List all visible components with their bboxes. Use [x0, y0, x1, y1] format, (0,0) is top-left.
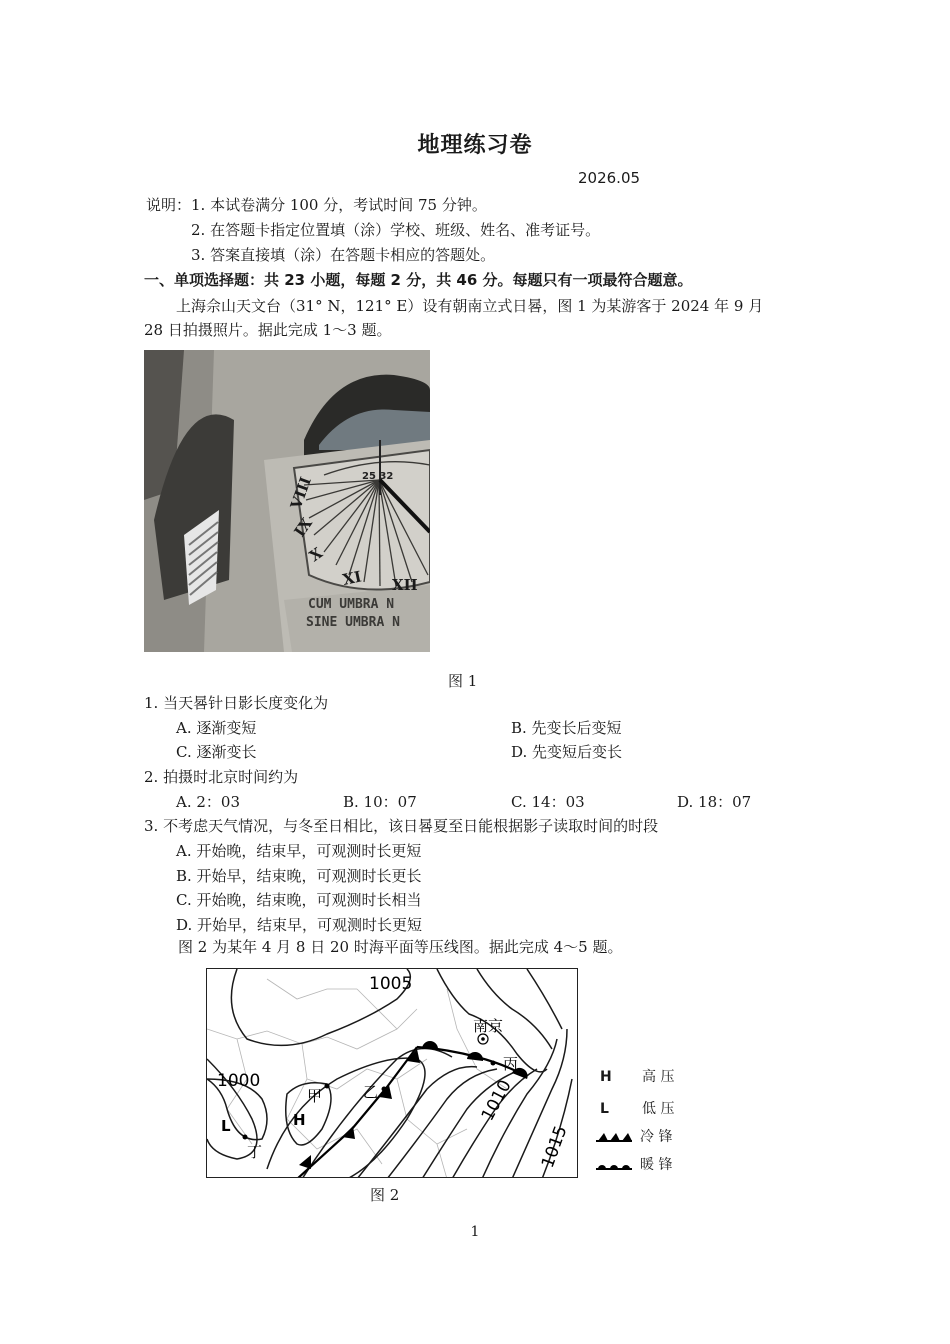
passage1-line2: 28 日拍摄照片。据此完成 1～3 题。	[144, 321, 392, 339]
q2-option-b: B. 10：07	[343, 793, 417, 811]
passage2: 图 2 为某年 4 月 8 日 20 时海平面等压线图。据此完成 4～5 题。	[178, 938, 623, 956]
warm-front-icon	[596, 1158, 634, 1172]
numeral-8: VIII	[286, 474, 315, 512]
legend-low-symbol: L	[600, 1101, 609, 1117]
section-heading: 一、单项选择题：共 23 小题，每题 2 分，共 46 分。每题只有一项最符合题意。	[144, 271, 693, 289]
numeral-9: IX	[290, 514, 316, 541]
q3-stem: 3. 不考虑天气情况，与冬至日相比，该日晷夏至日能根据影子读取时间的时段	[144, 817, 659, 835]
numeral-12: XII	[392, 576, 418, 594]
q3-option-d: D. 开始早，结束早，可观测时长更短	[176, 916, 423, 934]
legend-high-label: 高 压	[642, 1069, 675, 1085]
cold-front-icon	[596, 1130, 634, 1144]
motto-line1: CUM UMBRA N	[308, 597, 395, 612]
legend-warm-front-label: 暖 锋	[640, 1157, 673, 1173]
page-number: 1	[470, 1224, 480, 1240]
page-title: 地理练习卷	[417, 133, 533, 158]
numeral-10: X	[305, 543, 326, 566]
dial-marks: 25 32	[362, 471, 394, 482]
instruction-item-1: 1. 本试卷满分 100 分，考试时间 75 分钟。	[191, 196, 487, 214]
q2-option-c: C. 14：03	[511, 793, 585, 811]
legend-high-symbol: H	[600, 1069, 612, 1085]
isobar-1000: 1000	[217, 1071, 261, 1091]
isobar-1005: 1005	[369, 974, 413, 994]
q1-option-c: C. 逐渐变长	[176, 743, 257, 761]
q3-option-b: B. 开始早，结束晚，可观测时长更长	[176, 867, 422, 885]
instruction-item-2: 2. 在答题卡指定位置填（涂）学校、班级、姓名、准考证号。	[191, 221, 601, 239]
passage1-line1: 上海佘山天文台（31° N，121° E）设有朝南立式日晷，图 1 为某游客于 2024 年 9 月	[176, 297, 764, 315]
legend-high	[600, 1066, 674, 1086]
isobar-1015: 1015	[537, 1123, 572, 1171]
isobar-map	[206, 968, 578, 1178]
q2-option-a: A. 2：03	[176, 793, 240, 811]
motto-line2: SINE UMBRA N	[306, 615, 400, 630]
figure2-caption: 图 2	[370, 1186, 400, 1204]
q1-option-a: A. 逐渐变短	[176, 719, 257, 737]
q1-stem: 1. 当天晷针日影长度变化为	[144, 694, 329, 712]
instructions-label: 说明：	[146, 196, 192, 214]
sundial-photo	[144, 350, 430, 652]
city-nanjing: 南京	[473, 1017, 504, 1035]
legend-cold-front-label: 冷 锋	[640, 1129, 673, 1145]
q1-option-b: B. 先变长后变短	[511, 719, 622, 737]
q2-option-d: D. 18：07	[677, 793, 752, 811]
place-jia: 甲	[307, 1087, 323, 1105]
isobar-1010: 1010	[477, 1076, 516, 1125]
low-pressure-marker: L	[221, 1117, 231, 1135]
q3-option-c: C. 开始晚，结束晚，可观测时长相当	[176, 891, 422, 909]
place-ding: 丁	[247, 1143, 263, 1161]
legend-warm-front	[596, 1154, 672, 1174]
high-pressure-marker: H	[293, 1111, 306, 1129]
legend-low-label: 低 压	[642, 1101, 675, 1117]
q2-stem: 2. 拍摄时北京时间约为	[144, 768, 299, 786]
numeral-11: XI	[341, 567, 364, 589]
instruction-item-3: 3. 答案直接填（涂）在答题卡相应的答题处。	[191, 246, 496, 264]
legend-cold-front	[596, 1126, 672, 1146]
q1-option-d: D. 先变短后变长	[511, 743, 623, 761]
place-bing: 丙	[503, 1055, 519, 1073]
legend-low	[600, 1098, 674, 1118]
q3-option-a: A. 开始晚，结束早，可观测时长更短	[176, 842, 422, 860]
exam-date: 2026.05	[578, 169, 641, 187]
place-yi: 乙	[363, 1083, 379, 1101]
figure1-caption: 图 1	[448, 672, 478, 690]
